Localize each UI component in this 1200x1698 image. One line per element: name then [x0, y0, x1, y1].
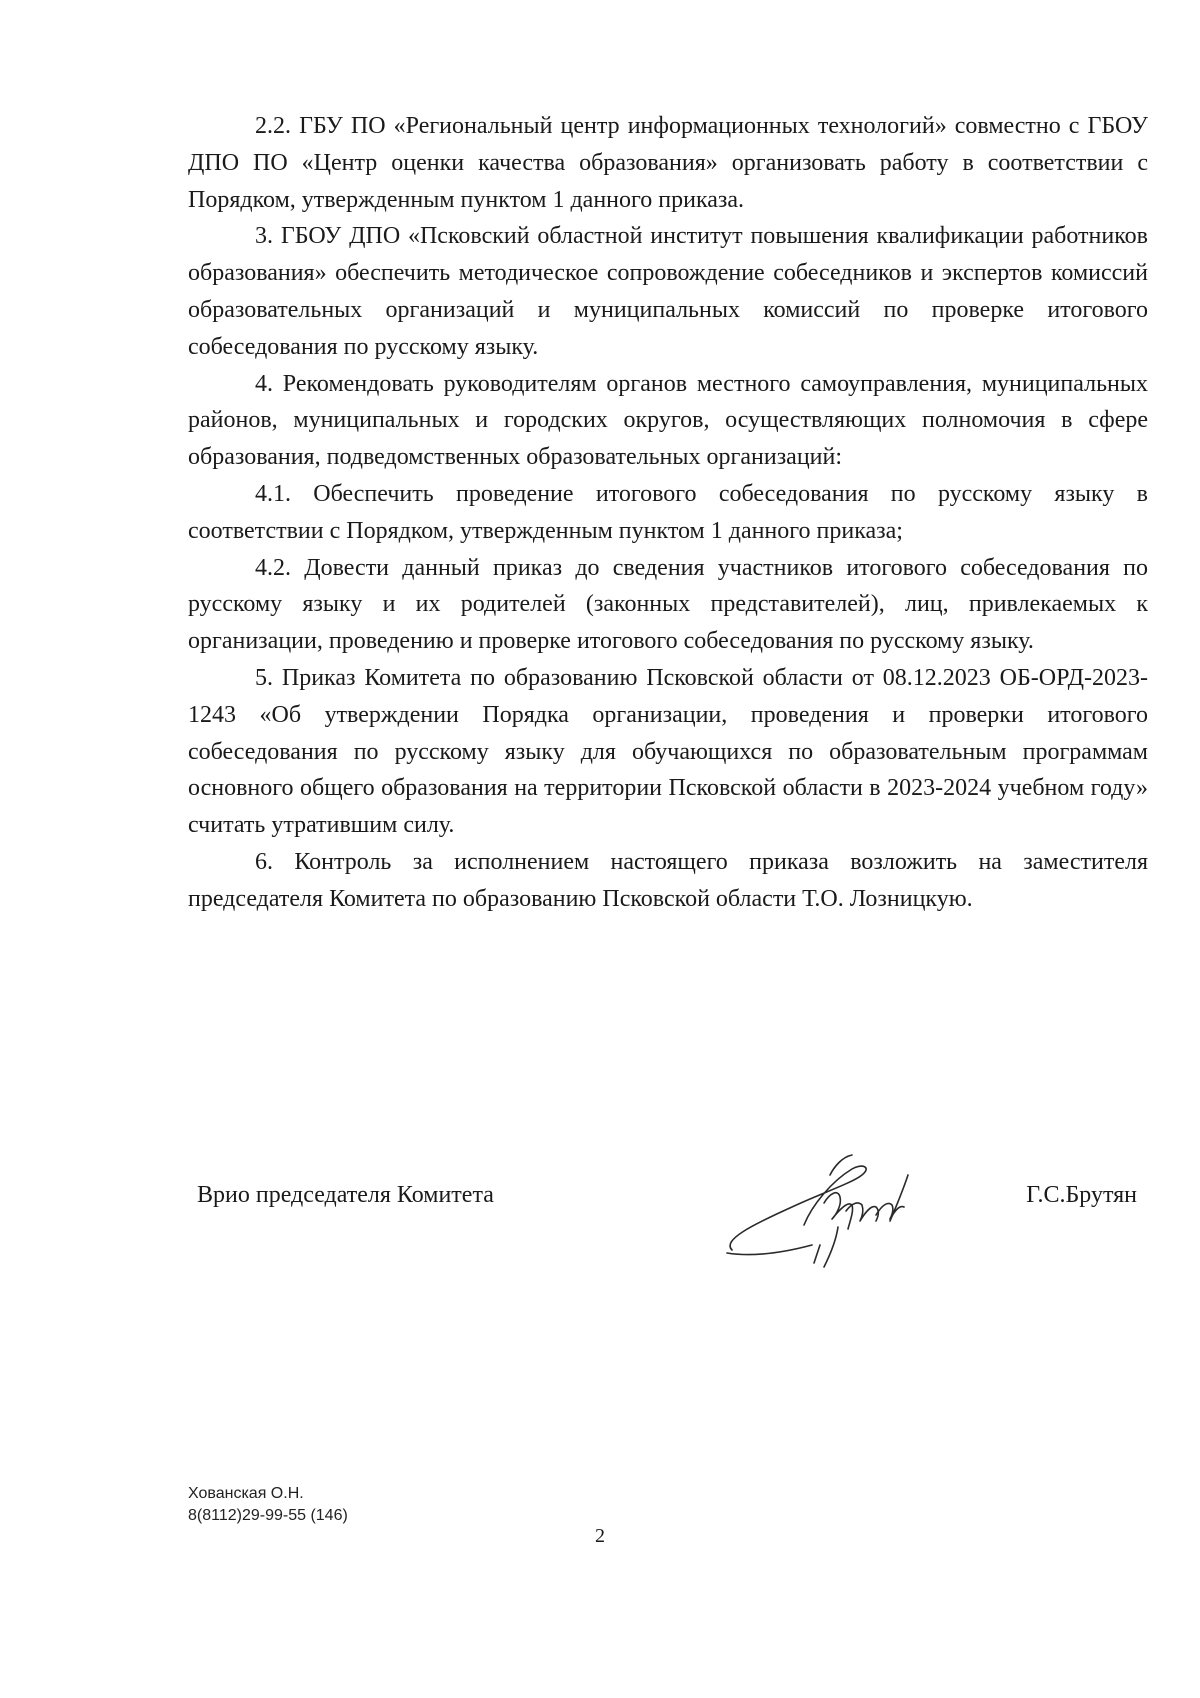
paragraph-2-2: 2.2. ГБУ ПО «Региональный центр информационных технологий» совместно с ГБОУ ДПО ПО «Центр оценки качества образования» организовать работу в соответствии с Порядком, утвержденным пунктом 1 данного приказа. — [188, 113, 1148, 213]
contact-info — [188, 1483, 348, 1527]
paragraph-6: 6. Контроль за исполнением настоящего приказа возложить на заместителя председателя Комитета по образованию Псковской области Т.О. Лозницкую. — [188, 848, 1148, 912]
signer-name: Г.С.Брутян — [1026, 1182, 1137, 1208]
paragraph-4-1: 4.1. Обеспечить проведение итогового собеседования по русскому языку в соответствии с Порядком, утвержденным пунктом 1 данного приказа; — [188, 480, 1148, 544]
contact-name: Хованская О.Н. — [188, 1485, 304, 1502]
paragraph-5: 5. Приказ Комитета по образованию Псковской области от 08.12.2023 ОБ-ОРД-2023-1243 «Об утверждении Порядка организации, проведения и проверки итогового собеседования по русскому языку для обучающихся по образовательным программам основного общего образования на территории Псковской области в 2023-2024 учебном году» считать утратившим силу. — [188, 664, 1148, 839]
contact-phone: 8(8112)29-99-55 (146) — [188, 1507, 348, 1524]
signer-position: Врио председателя Комитета — [197, 1182, 494, 1208]
paragraph-4-2: 4.2. Довести данный приказ до сведения участников итогового собеседования по русскому языку и их родителей (законных представителей), лиц, привлекаемых к организации, проведению и проверке итогового собеседования по русскому языку. — [188, 554, 1148, 655]
document-body — [188, 108, 1148, 918]
handwritten-signature — [712, 1145, 942, 1275]
page-number: 2 — [595, 1525, 605, 1547]
signature-block — [197, 1180, 1137, 1270]
paragraph-4: 4. Рекомендовать руководителям органов местного самоуправления, муниципальных районов, муниципальных и городских округов, осуществляющих полномочия в сфере образования, подведомственных образовательных организаций: — [188, 370, 1148, 471]
paragraph-3: 3. ГБОУ ДПО «Псковский областной институт повышения квалификации работников образования» обеспечить методическое сопровождение собеседников и экспертов комиссий образовательных организаций и муниципальных комиссий по проверке итогового собеседования по русскому языку. — [188, 223, 1148, 360]
